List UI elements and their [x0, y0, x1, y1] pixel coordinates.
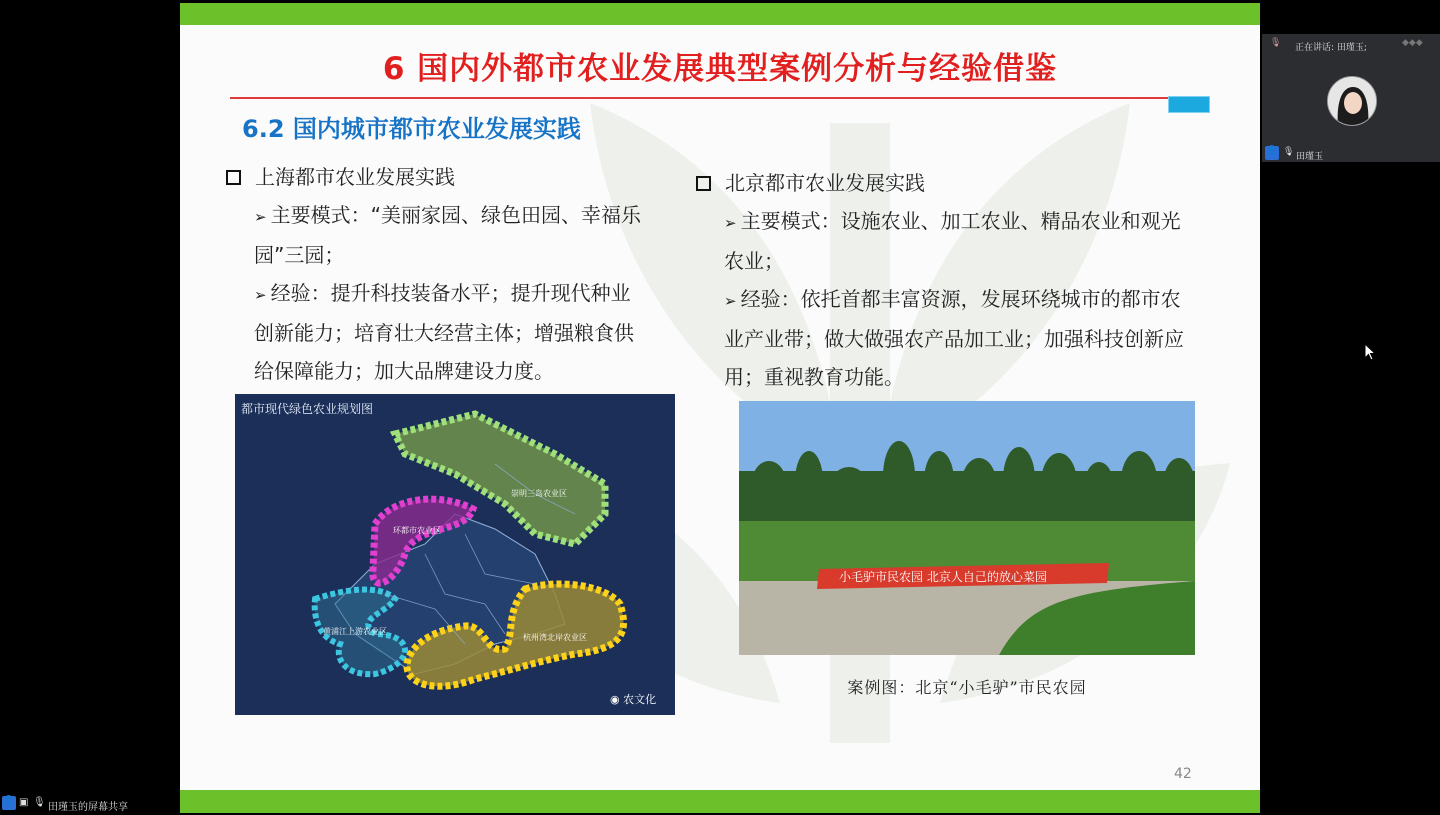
- banner-text: 小毛驴市民农园 北京人自己的放心菜园: [839, 570, 1047, 584]
- mouse-cursor-icon: [1364, 343, 1376, 361]
- farm-photo-graphic: [739, 401, 1195, 655]
- shanghai-planning-map: [235, 394, 675, 715]
- beijing-column: [694, 164, 1194, 396]
- shanghai-item-experience: [224, 274, 644, 390]
- title-accent-block: [1168, 96, 1210, 113]
- slide-title: 6 国内外都市农业发展典型案例分析与经验借鉴: [382, 51, 1058, 87]
- beijing-item-mode: [694, 202, 1194, 280]
- participant-avatar: [1327, 76, 1377, 126]
- user-icon: 👤: [1265, 146, 1279, 160]
- square-bullet-icon: [226, 170, 241, 185]
- map-label-chongming: 崇明三岛农业区: [511, 489, 567, 498]
- arrow-bullet-icon: ➢: [724, 292, 737, 310]
- signal-icon: ◆◆◆: [1402, 38, 1423, 48]
- page-number: 42: [1174, 766, 1192, 782]
- map-label-hangzhou-bay: 杭州湾北岸农业区: [523, 633, 587, 642]
- beijing-mode-text: 主要模式：设施农业、加工农业、精品农业和观光农业；: [724, 209, 1181, 273]
- map-label-huangpu: 黄浦江上游农业区: [323, 627, 387, 636]
- shared-slide: [180, 3, 1260, 813]
- arrow-bullet-icon: ➢: [724, 214, 737, 232]
- arrow-bullet-icon: ➢: [254, 286, 267, 304]
- farm-photo: [739, 401, 1195, 655]
- participant-name: 田瑾玉: [1296, 152, 1324, 162]
- avatar-icon: [1328, 77, 1377, 126]
- map-graphic: [235, 394, 675, 715]
- map-brand-text: 农文化: [623, 693, 657, 706]
- slide-bottom-bar: [180, 790, 1260, 813]
- beijing-item-experience: [694, 280, 1194, 396]
- shanghai-heading: [224, 158, 644, 196]
- screen-share-icon[interactable]: ▣: [19, 797, 29, 808]
- square-bullet-icon: [696, 176, 711, 191]
- mic-icon[interactable]: 🎙: [33, 797, 46, 808]
- slide-top-bar: [180, 3, 1260, 25]
- mic-icon: 🎙: [1270, 38, 1282, 48]
- shanghai-column: [224, 158, 644, 390]
- beijing-heading-text: 北京都市农业发展实践: [725, 171, 925, 195]
- beijing-heading: [694, 164, 1194, 202]
- shanghai-experience-text: 经验：提升科技装备水平；提升现代种业创新能力；培育壮大经营主体；增强粮食供给保障能力；加大品牌建设力度。: [254, 281, 634, 383]
- screen-share-label: 田瑾玉的屏幕共享: [48, 802, 128, 813]
- title-divider: [230, 97, 1170, 99]
- map-label-urban-ring: 环都市农业区: [393, 526, 441, 535]
- photo-caption: 案例图：北京“小毛驴”市民农园: [847, 678, 1087, 697]
- map-title: 都市现代绿色农业规划图: [241, 402, 374, 416]
- arrow-bullet-icon: ➢: [254, 208, 267, 226]
- shanghai-mode-text: 主要模式：“美丽家园、绿色田园、幸福乐园”三园；: [254, 203, 641, 267]
- section-title: 6.2 国内城市都市农业发展实践: [242, 115, 581, 143]
- shanghai-heading-text: 上海都市农业发展实践: [255, 165, 455, 189]
- speaker-bar: [1262, 36, 1440, 54]
- shanghai-item-mode: [224, 196, 644, 274]
- beijing-experience-text: 经验：依托首都丰富资源，发展环绕城市的都市农业产业带；做大做强农产品加工业；加强科技创新应用；重视教育功能。: [724, 287, 1184, 389]
- speaking-label: 正在讲话: 田瑾玉;: [1295, 43, 1367, 53]
- mic-icon: 🎙: [1283, 147, 1295, 157]
- wechat-icon: ◉: [610, 693, 624, 706]
- user-icon[interactable]: 👤: [2, 796, 16, 810]
- map-brand: [610, 691, 656, 707]
